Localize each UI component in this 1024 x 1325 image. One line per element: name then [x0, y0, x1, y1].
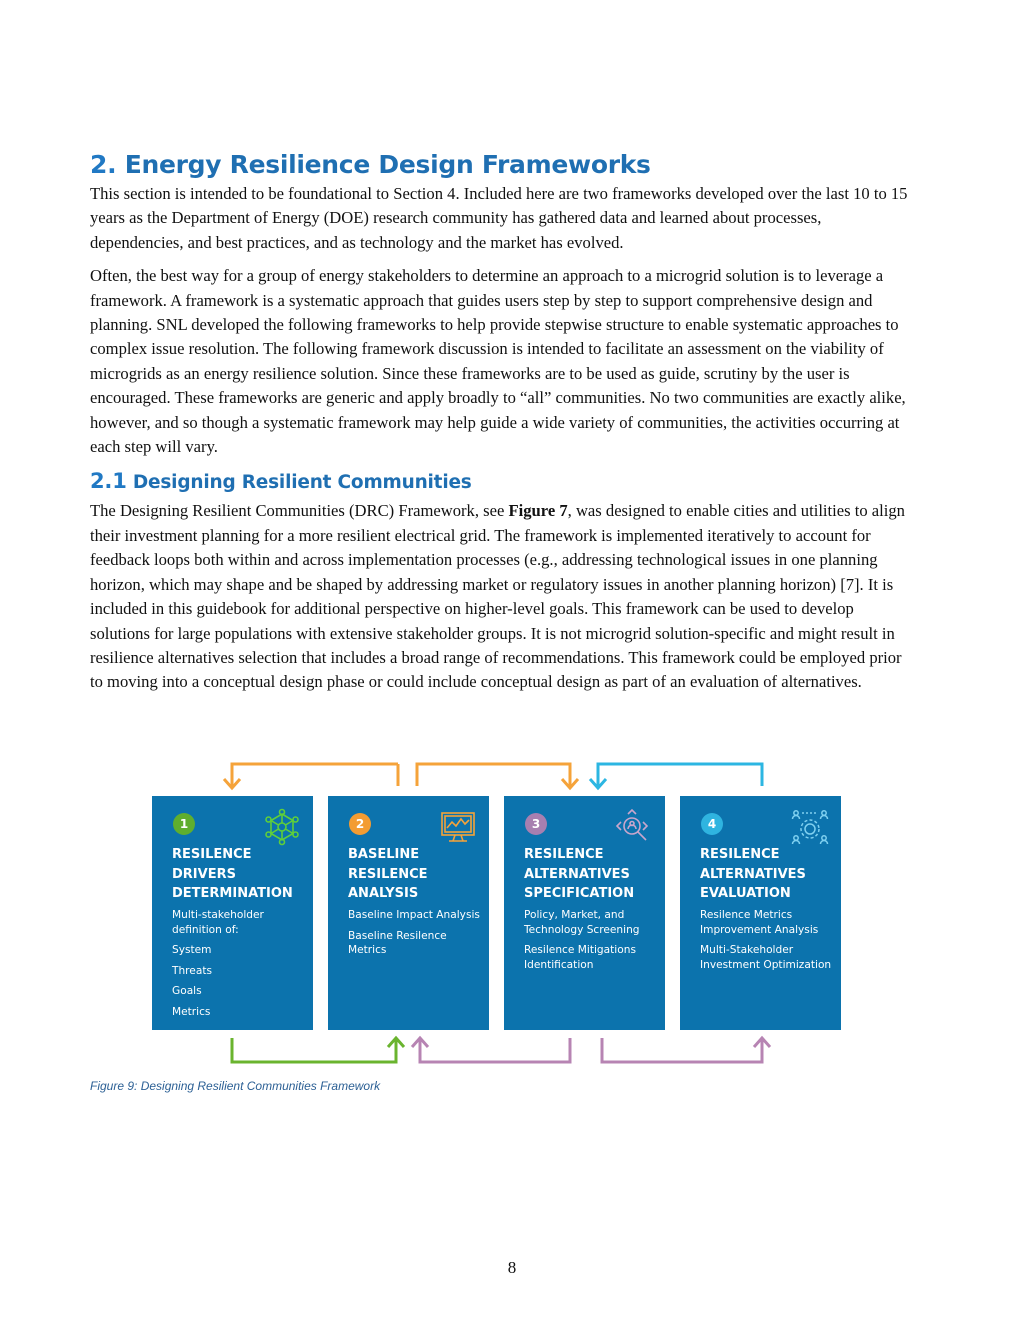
drc-text-before: The Designing Resilient Communities (DRC) Framework, see [90, 501, 509, 521]
step-badge-2: 2 [349, 813, 371, 835]
step-title-line: RESILENCE [348, 866, 428, 882]
step-item: Resilence Metrics Improvement Analysis [700, 909, 819, 936]
step-item: Policy, Market, and Technology Screening [524, 909, 640, 936]
gear-people-icon [791, 808, 829, 846]
step-card-2 [328, 796, 489, 1030]
page-number: 8 [507, 1258, 517, 1277]
step-title-line: SPECIFICATION [524, 886, 635, 901]
step-title-2 [348, 845, 488, 904]
search-magnifier-icon [615, 808, 653, 846]
step-title-4 [700, 845, 840, 904]
step-items-4 [700, 908, 840, 978]
step-badge-4: 4 [701, 813, 723, 835]
subsection-number: 2.1 [90, 469, 127, 494]
step-item: Multi-stakeholder definition of: [172, 909, 264, 936]
paragraph-frameworks: Often, the best way for a group of energy stakeholders to determine an approach to a microgrid solution is to leverage a framework. A framework is a systematic approach that guides users step by step to support comprehensive design and planning. SNL developed the following frameworks to help provide stepwise structure to enable systematic approaches to complex issue resolution. The following framework discussion is intended to facilitate an assessment on the viability of microgrids as an energy resilience solution. Since these frameworks are to be used as guide, scrutiny by the user is encouraged. These frameworks are generic and apply broadly to “all” communities. No two communities are exactly alike, however, and so though a systematic framework may help guide a wide variety of communities, the activities occurring at each step will vary. [90, 266, 906, 457]
step-item: Multi-Stakeholder Investment Optimization [700, 944, 832, 971]
step-badge-3: 3 [525, 813, 547, 835]
step-title-line: ALTERNATIVES [700, 866, 806, 882]
step-item: Resilence Mitigations Identification [524, 944, 636, 971]
step-title-line: RESILENCE [700, 847, 780, 862]
step-title-line: ANALYSIS [348, 886, 419, 901]
step-item: Threats [172, 964, 212, 977]
section-title: Energy Resilience Design Frameworks [124, 150, 651, 179]
step-title-line: RESILENCE [524, 847, 604, 862]
drc-framework-figure [150, 760, 845, 1070]
step-title-1 [172, 845, 312, 904]
arrow-orange-left [232, 764, 398, 786]
network-hub-icon [263, 808, 301, 846]
section-number: 2. [90, 150, 117, 179]
step-title-line: ALTERNATIVES [524, 866, 630, 882]
arrow-purple-left [420, 1038, 570, 1062]
step-title-line: BASELINE [348, 847, 420, 862]
paragraph-intro: This section is intended to be foundational to Section 4. Included here are two frameworks developed over the last 10 to 15 years as the Department of Energy (DOE) research community has gathered data and learned about processes, dependencies, and best practices, and as technology and the market has evolved. [90, 184, 908, 252]
step-title-line: RESILENCE [172, 847, 252, 862]
step-card-4 [680, 796, 841, 1030]
step-items-3 [524, 908, 664, 978]
step-items-2 [348, 908, 488, 964]
figure-caption: Figure 9: Designing Resilient Communities Framework [90, 1079, 381, 1093]
step-title-line: EVALUATION [700, 886, 791, 901]
paragraph-drc [90, 499, 910, 694]
step-item: Metrics [172, 1005, 211, 1018]
arrow-cyan [598, 764, 762, 786]
figure-reference-link[interactable]: Figure 7 [508, 501, 568, 521]
drc-text-after: , was designed to enable cities and utilities to align their investment planning for a more resilient electrical grid. The framework is implemented iteratively to account for feedback loops both within and across implementation processes (e.g., addressing technological issues in one planning horizon, which may shape and be shaped by addressing market or regulatory issues in another planning horizon) [7]. It is included in this guidebook for additional perspective on higher-level goals. This framework can be used to develop solutions for large populations with extensive stakeholder groups. It is not microgrid solution-specific and might result in resilience alternatives selection that includes a broad range of recommendations. This framework could be employed prior to moving into a conceptual design phase or could include conceptual design as part of an evaluation of alternatives. [90, 501, 905, 692]
arrow-orange-right [417, 764, 570, 786]
arrow-purple-right [602, 1038, 762, 1062]
step-items-1 [172, 908, 312, 1025]
step-card-3 [504, 796, 665, 1030]
step-badge-1: 1 [173, 813, 195, 835]
document-body [90, 148, 910, 704]
step-title-line: DRIVERS [172, 866, 236, 882]
arrow-green [232, 1038, 396, 1062]
section-heading [90, 148, 910, 182]
step-title-3 [524, 845, 664, 904]
subsection-title: Designing Resilient Communities [132, 472, 472, 494]
step-title-line: DETERMINATION [172, 886, 293, 901]
step-item: Goals [172, 985, 202, 997]
step-item: Baseline Resilence Metrics [348, 929, 447, 956]
step-item: Baseline Impact Analysis [348, 909, 480, 921]
step-card-1 [152, 796, 313, 1030]
subsection-heading [90, 468, 910, 496]
monitor-chart-icon [439, 808, 477, 846]
step-item: System [172, 944, 212, 956]
